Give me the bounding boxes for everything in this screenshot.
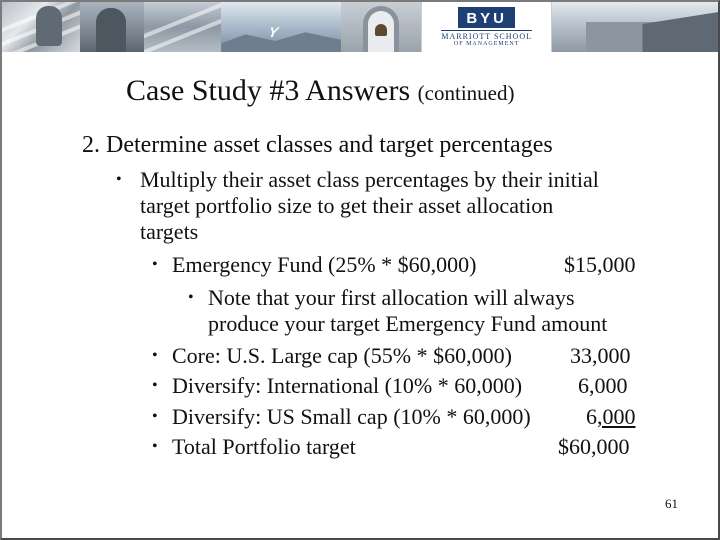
intro-line-1: Multiply their asset class percentages by their initial (140, 167, 599, 192)
emergency-fund-label: Emergency Fund (25% * $60,000) (172, 252, 477, 277)
banner-photo-building (552, 2, 718, 52)
header-banner (2, 2, 718, 52)
international-label: Diversify: International (10% * 60,000) (172, 373, 523, 398)
emergency-fund-amount: $15,000 (564, 252, 636, 277)
banner-photo-statue (2, 2, 80, 52)
bullet-icon: • (152, 408, 158, 425)
banner-photo-bell (341, 2, 421, 52)
total-amount: $60,000 (558, 434, 630, 459)
bullet-icon: • (188, 289, 194, 306)
intro-line-3: targets (140, 219, 199, 244)
title-subtitle: (continued) (417, 81, 515, 105)
note-line-2: produce your target Emergency Fund amount (208, 311, 608, 336)
banner-photo-statue-close (80, 2, 144, 52)
bullet-icon: • (152, 377, 158, 394)
bullet-icon: • (116, 171, 122, 188)
total-label: Total Portfolio target (172, 434, 356, 459)
core-amount: 33,000 (570, 343, 631, 368)
slide-title (126, 74, 514, 108)
bullet-icon: • (152, 256, 158, 273)
core-label: Core: U.S. Large cap (55% * $60,000) (172, 343, 512, 368)
small-cap-label: Diversify: US Small cap (10% * 60,000) (172, 404, 531, 429)
title-main: Case Study #3 Answers (126, 74, 411, 107)
intro-line-2: target portfolio size to get their asset allocation (140, 193, 554, 218)
note-line-1: Note that your first allocation will always (208, 285, 575, 310)
bullet-icon: • (152, 347, 158, 364)
banner-photo-y-mountain: Y (221, 2, 341, 52)
byu-marriott-logo: BYU MARRIOTT SCHOOL OF MANAGEMENT (421, 2, 553, 52)
international-amount: 6,000 (578, 373, 628, 398)
bullet-icon: • (152, 438, 158, 455)
banner-photo-arches (144, 2, 222, 52)
page-number: 61 (665, 496, 678, 511)
step-heading: 2. Determine asset classes and target percentages (82, 132, 553, 158)
small-cap-amount: 6,000 (586, 404, 636, 429)
